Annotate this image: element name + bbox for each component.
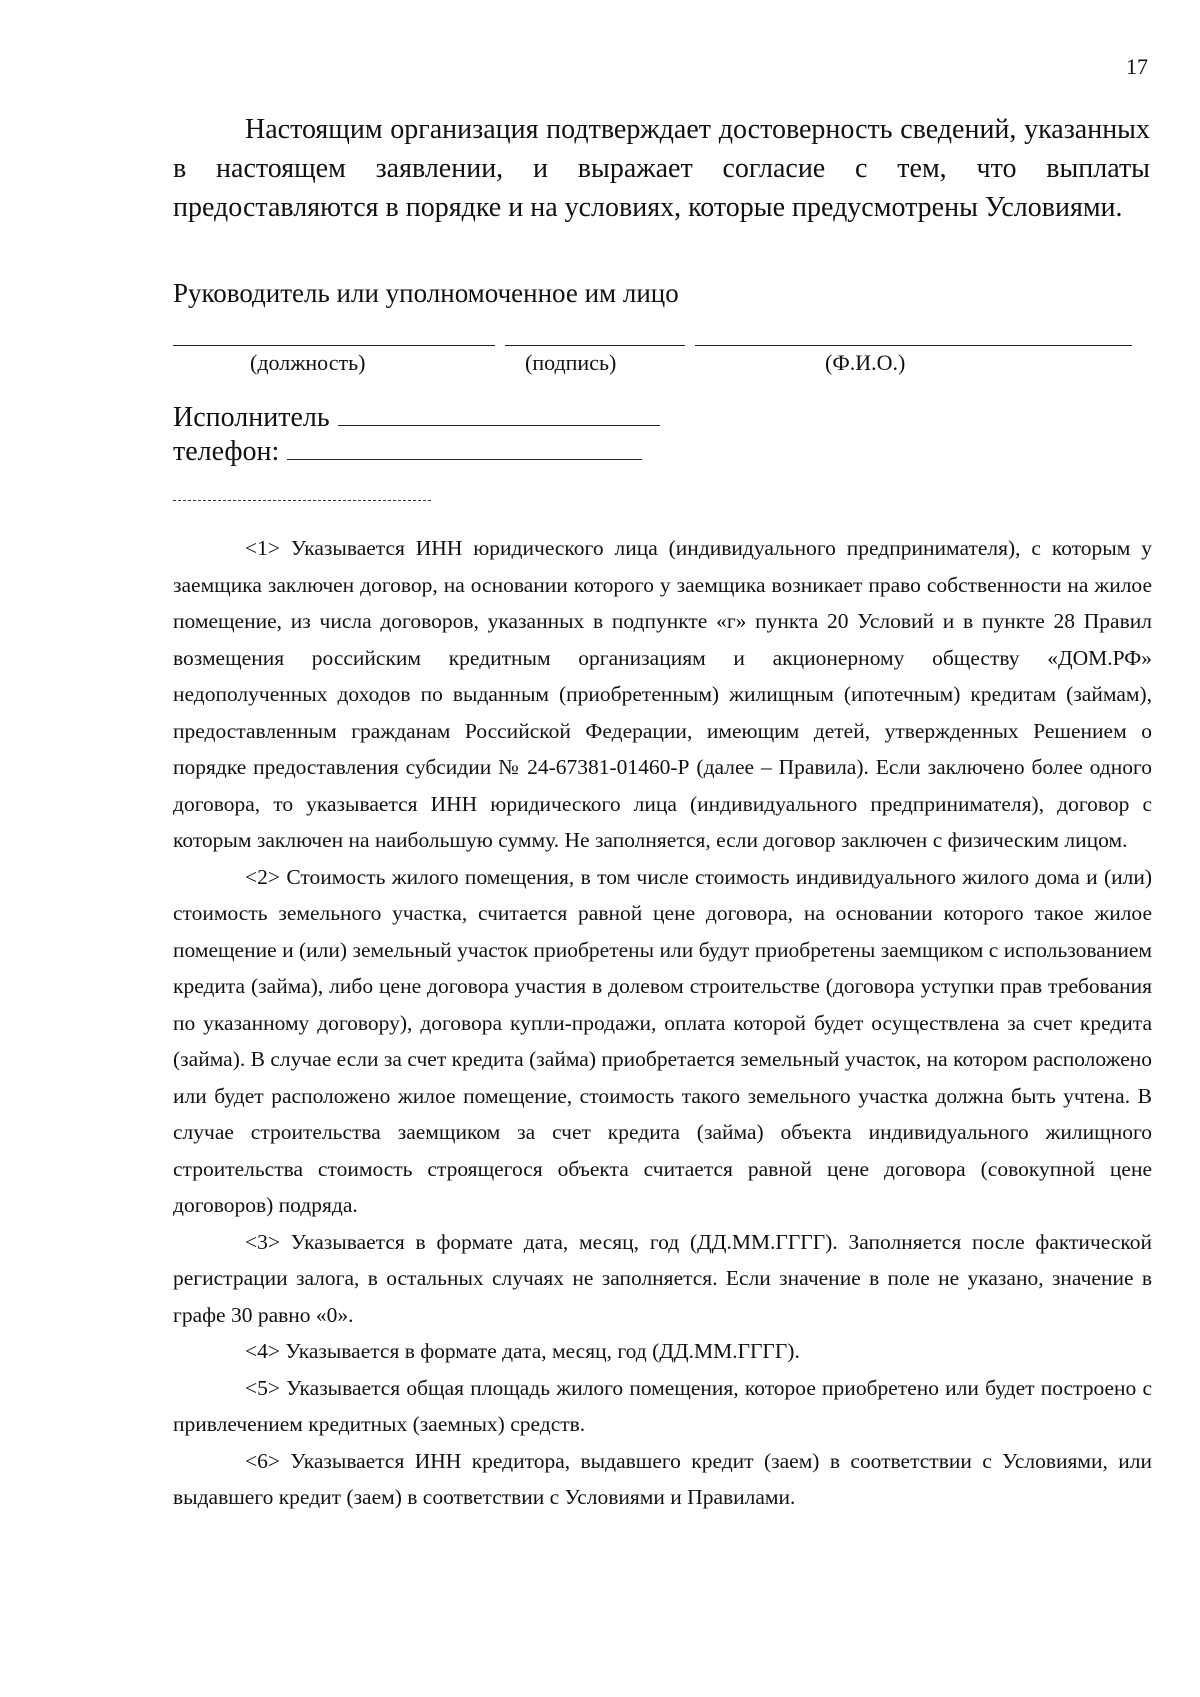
executor-label: Исполнитель	[173, 402, 330, 433]
signer-title: Руководитель или уполномоченное им лицо	[173, 278, 679, 308]
executor-blank-line	[338, 403, 660, 426]
full-name-caption: (Ф.И.О.)	[825, 350, 906, 375]
phone-blank-line	[287, 437, 642, 460]
footnote-separator	[173, 500, 431, 501]
signature-line	[505, 345, 685, 346]
full-name-signature-line	[695, 345, 1132, 346]
executor-field	[173, 402, 660, 434]
footnote-2: <2> Стоимость жилого помещения, в том числе стоимость индивидуального жилого дома и (или) стоимость земельного участка, считается равной цене договора, на основании которого такое жилое помещение и (или) земельный участок приобретены или будут приобретены заемщиком с использованием кредита (займа), либо цене договора участия в долевом строительстве (договора уступки прав требования по указанному договору), договора купли-продажи, оплата которой будет осуществлена за счет кредита (займа). В случае если за счет кредита (займа) приобретается земельный участок, на котором расположено или будет расположено жилое помещение, стоимость такого земельного участка должна быть учтена. В случае строительства заемщиком за счет кредита (займа) объекта индивидуального жилищного строительства стоимость строящегося объекта считается равной цене договора (совокупной цене договоров) подряда.	[173, 864, 1152, 1217]
phone-label: телефон:	[173, 436, 280, 467]
signature-caption: (подпись)	[525, 350, 617, 375]
footnotes-list	[173, 530, 1152, 1516]
position-caption: (должность)	[250, 350, 366, 375]
position-signature-line	[173, 345, 495, 346]
footnote-5: <5> Указывается общая площадь жилого помещения, которое приобретено или будет построено с привлечением кредитных (заемных) средств.	[173, 1375, 1152, 1436]
page-number: 17	[1126, 54, 1148, 79]
footnote-3: <3> Указывается в формате дата, месяц, год (ДД.ММ.ГГГГ). Заполняется после фактической регистрации залога, в остальных случаях не заполняется. Если значение в поле не указано, значение в графе 30 равно «0».	[173, 1229, 1152, 1327]
footnote-6: <6> Указывается ИНН кредитора, выдавшего кредит (заем) в соответствии с Условиями, или выдавшего кредит (заем) в соответствии с Условиями и Правилами.	[173, 1448, 1152, 1509]
confirmation-paragraph: Настоящим организация подтверждает достоверность сведений, указанных в настоящем заявлении, и выражает согласие с тем, что выплаты предоставляются в порядке и на условиях, которые предусмотрены Условиями.	[173, 114, 1150, 223]
phone-field	[173, 436, 642, 468]
footnote-4: <4> Указывается в формате дата, месяц, год (ДД.ММ.ГГГГ).	[245, 1339, 800, 1363]
footnote-1: <1> Указывается ИНН юридического лица (индивидуального предпринимателя), с которым у заемщика заключен договор, на основании которого у заемщика возникает право собственности на жилое помещение, из числа договоров, указанных в подпункте «г» пункта 20 Условий и в пункте 28 Правил возмещения российским кредитным организациям и акционерному обществу «ДОМ.РФ» недополученных доходов по выданным (приобретенным) жилищным (ипотечным) кредитам (займам), предоставленным гражданам Российской Федерации, имеющим детей, утвержденных Решением о порядке предоставления субсидии № 24-67381-01460-Р (далее – Правила). Если заключено более одного договора, то указывается ИНН юридического лица (индивидуального предпринимателя), договор с которым заключен на наибольшую сумму. Не заполняется, если договор заключен с физическим лицом.	[173, 536, 1152, 852]
